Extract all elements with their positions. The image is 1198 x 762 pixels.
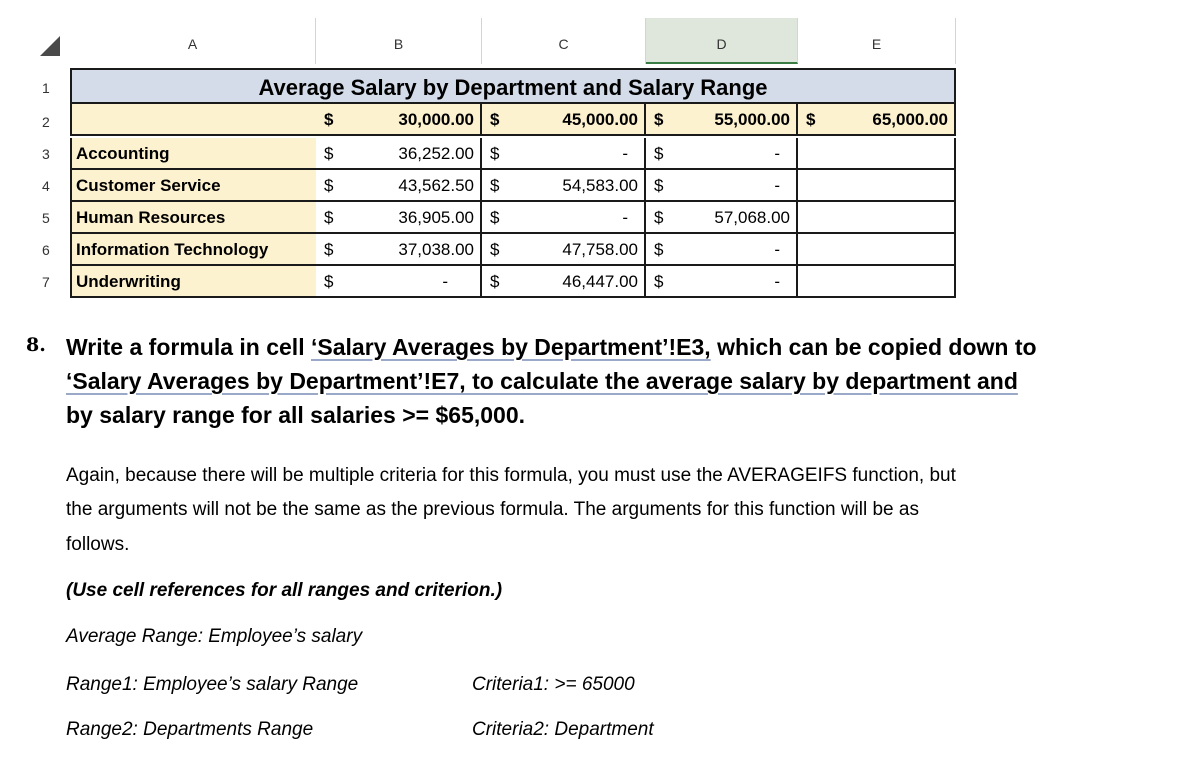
select-all-triangle-icon[interactable] bbox=[40, 36, 60, 56]
column-header-b[interactable]: B bbox=[316, 18, 482, 64]
column-header-d[interactable]: D bbox=[646, 18, 798, 64]
cell-c5[interactable] bbox=[482, 202, 646, 234]
cell-b7[interactable] bbox=[316, 266, 482, 298]
salary-value: 36,252.00 bbox=[398, 144, 474, 163]
row-header-4[interactable]: 4 bbox=[42, 178, 50, 194]
cell-c2[interactable] bbox=[482, 104, 646, 136]
currency-symbol: $ bbox=[490, 176, 500, 195]
row-header-7[interactable]: 7 bbox=[42, 274, 50, 290]
range-value: 30,000.00 bbox=[398, 110, 474, 129]
salary-value: - bbox=[442, 272, 448, 291]
cell-e4[interactable] bbox=[798, 170, 956, 202]
range-value: 45,000.00 bbox=[562, 110, 638, 129]
salary-value: 46,447.00 bbox=[562, 272, 638, 291]
note-text: (Use cell references for all ranges and criterion.) bbox=[66, 580, 503, 601]
question-number: 8. bbox=[26, 334, 46, 356]
currency-symbol: $ bbox=[490, 144, 500, 163]
cell-reference: ‘Salary Averages by Department’!E3, bbox=[310, 334, 711, 360]
currency-symbol: $ bbox=[654, 110, 664, 129]
cell-b3[interactable] bbox=[316, 138, 482, 170]
row-header-3[interactable]: 3 bbox=[42, 146, 50, 162]
currency-symbol: $ bbox=[324, 110, 334, 129]
cell-b2[interactable] bbox=[316, 104, 482, 136]
cell-e2[interactable] bbox=[798, 104, 956, 136]
question-text: Write a formula in cell bbox=[66, 334, 311, 360]
paragraph-line-1: Again, because there will be multiple criteria for this formula, you must use the AVERAGEIFS function, but bbox=[66, 465, 956, 486]
row-header-2[interactable]: 2 bbox=[42, 114, 50, 130]
cell-d6[interactable] bbox=[646, 234, 798, 266]
cell-d3[interactable] bbox=[646, 138, 798, 170]
range-value: 65,000.00 bbox=[872, 110, 948, 129]
range2-label: Range2: Departments Range bbox=[66, 719, 314, 740]
currency-symbol: $ bbox=[490, 208, 500, 227]
cell-a7[interactable]: Underwriting bbox=[70, 266, 316, 298]
cell-c7[interactable] bbox=[482, 266, 646, 298]
salary-value: 43,562.50 bbox=[398, 176, 474, 195]
currency-symbol: $ bbox=[324, 208, 334, 227]
cell-b6[interactable] bbox=[316, 234, 482, 266]
range1-label: Range1: Employee’s salary Range bbox=[66, 674, 359, 695]
row-header-1[interactable]: 1 bbox=[42, 80, 50, 96]
currency-symbol: $ bbox=[490, 240, 500, 259]
salary-value: - bbox=[774, 144, 780, 163]
criteria1-label: Criteria1: >= 65000 bbox=[472, 674, 635, 695]
paragraph-line-2: the arguments will not be the same as the previous formula. The arguments for this function will be as bbox=[66, 499, 919, 520]
question-line-3: by salary range for all salaries >= $65,000. bbox=[66, 402, 526, 428]
salary-value: - bbox=[622, 208, 628, 227]
criteria2-label: Criteria2: Department bbox=[472, 719, 654, 740]
cell-a3[interactable]: Accounting bbox=[70, 138, 316, 170]
currency-symbol: $ bbox=[654, 176, 664, 195]
currency-symbol: $ bbox=[806, 110, 816, 129]
cell-b4[interactable] bbox=[316, 170, 482, 202]
cell-a6[interactable]: Information Technology bbox=[70, 234, 316, 266]
question-line-1 bbox=[66, 334, 1037, 361]
row-header-5[interactable]: 5 bbox=[42, 210, 50, 226]
question-text: which can be copied down to bbox=[710, 334, 1037, 360]
cell-d4[interactable] bbox=[646, 170, 798, 202]
cell-d7[interactable] bbox=[646, 266, 798, 298]
currency-symbol: $ bbox=[490, 110, 500, 129]
currency-symbol: $ bbox=[490, 272, 500, 291]
salary-value: - bbox=[622, 144, 628, 163]
salary-value: - bbox=[774, 272, 780, 291]
cell-e3[interactable] bbox=[798, 138, 956, 170]
cell-c6[interactable] bbox=[482, 234, 646, 266]
column-header-c[interactable]: C bbox=[482, 18, 646, 64]
currency-symbol: $ bbox=[654, 240, 664, 259]
cell-b5[interactable] bbox=[316, 202, 482, 234]
cell-a4[interactable]: Customer Service bbox=[70, 170, 316, 202]
cell-e7[interactable] bbox=[798, 266, 956, 298]
range-value: 55,000.00 bbox=[714, 110, 790, 129]
currency-symbol: $ bbox=[654, 272, 664, 291]
cell-a5[interactable]: Human Resources bbox=[70, 202, 316, 234]
cell-d2[interactable] bbox=[646, 104, 798, 136]
question-line-2: ‘Salary Averages by Department’!E7, to calculate the average salary by department and bbox=[66, 368, 1018, 394]
cell-c4[interactable] bbox=[482, 170, 646, 202]
column-header-a[interactable]: A bbox=[70, 18, 316, 64]
salary-value: 57,068.00 bbox=[714, 208, 790, 227]
cell-c3[interactable] bbox=[482, 138, 646, 170]
cell-a2[interactable] bbox=[70, 104, 316, 136]
salary-value: - bbox=[774, 176, 780, 195]
salary-value: 36,905.00 bbox=[398, 208, 474, 227]
currency-symbol: $ bbox=[654, 144, 664, 163]
title-cell[interactable]: Average Salary by Department and Salary Range bbox=[70, 68, 956, 104]
cell-e6[interactable] bbox=[798, 234, 956, 266]
currency-symbol: $ bbox=[654, 208, 664, 227]
salary-value: 37,038.00 bbox=[398, 240, 474, 259]
currency-symbol: $ bbox=[324, 176, 334, 195]
currency-symbol: $ bbox=[324, 240, 334, 259]
average-range-label: Average Range: Employee’s salary bbox=[66, 626, 363, 647]
column-header-e[interactable]: E bbox=[798, 18, 956, 64]
currency-symbol: $ bbox=[324, 144, 334, 163]
paragraph-line-3: follows. bbox=[66, 534, 130, 555]
currency-symbol: $ bbox=[324, 272, 334, 291]
salary-value: 54,583.00 bbox=[562, 176, 638, 195]
salary-value: 47,758.00 bbox=[562, 240, 638, 259]
cell-d5[interactable] bbox=[646, 202, 798, 234]
row-header-6[interactable]: 6 bbox=[42, 242, 50, 258]
salary-value: - bbox=[774, 240, 780, 259]
cell-e5[interactable] bbox=[798, 202, 956, 234]
